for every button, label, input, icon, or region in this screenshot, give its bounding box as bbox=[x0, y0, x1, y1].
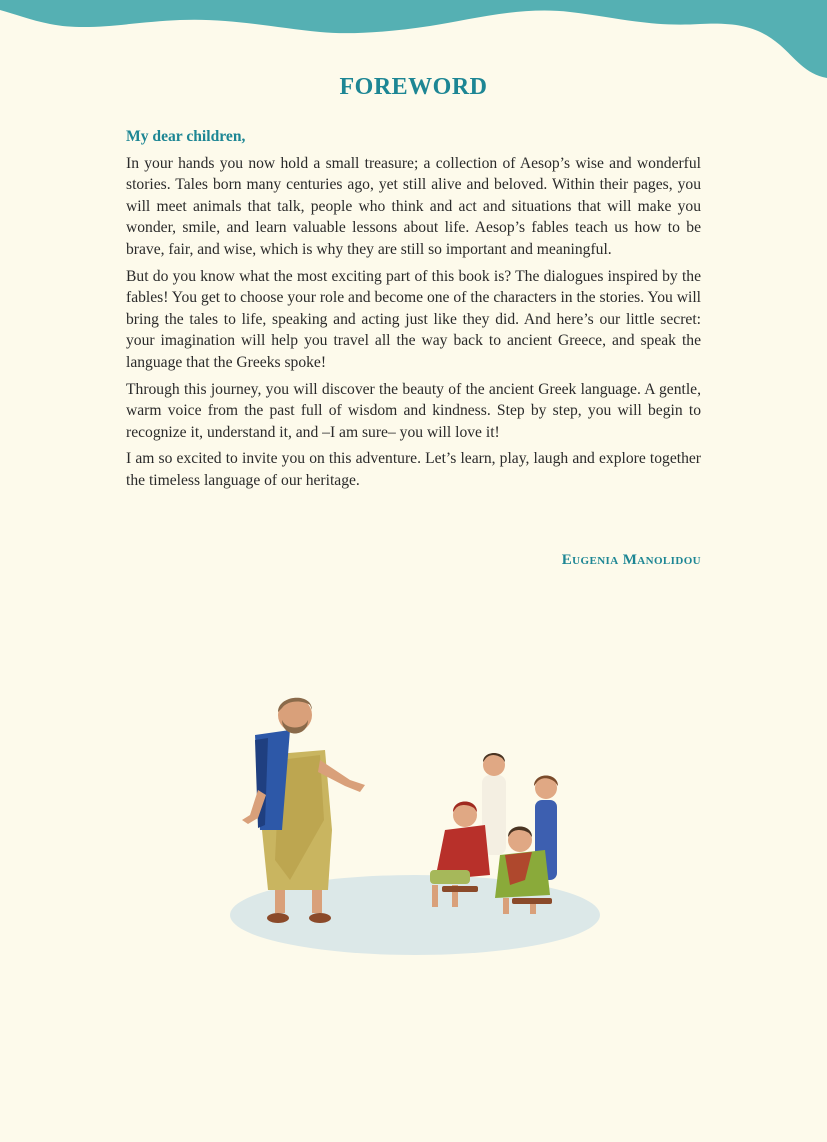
paragraph-4: I am so excited to invite you on this adventure. Let’s learn, play, laugh and explore together the timeless language of our heritage. bbox=[126, 450, 701, 489]
paragraph-1: In your hands you now hold a small treasure; a collection of Aesop’s wise and wonderful stories. Tales born many centuries ago, yet still alive and beloved. Within their pages, you will meet animals that talk, people who think and act and situations that will make you wonder, smile, and learn valuable lessons about life. Aesop’s fables teach us how to be brave, fair, and wise, which is why they are still so important and meaningful. bbox=[126, 154, 701, 258]
paragraph-3: Through this journey, you will discover the beauty of the ancient Greek language. A gentle, warm voice from the past full of wisdom and kindness. Step by step, you will begin to recognize it, understand it, and –I am sure– you will love it! bbox=[126, 380, 701, 441]
foreword-body bbox=[126, 126, 701, 497]
author-signature: Eugenia Manolidou bbox=[561, 552, 701, 568]
teacher-and-children-illustration bbox=[220, 680, 610, 970]
greeting: My dear children, bbox=[126, 128, 246, 145]
page-title: FOREWORD bbox=[339, 74, 488, 100]
paragraph-2: But do you know what the most exciting part of this book is? The dialogues inspired by the fables! You get to choose your role and become one of the characters in the stories. You will bring the tales to life, speaking and acting just like they did. And here’s our little secret: your imagination will help you travel all the way back to ancient Greece, and speak the language that the Greeks spoke! bbox=[126, 267, 701, 371]
